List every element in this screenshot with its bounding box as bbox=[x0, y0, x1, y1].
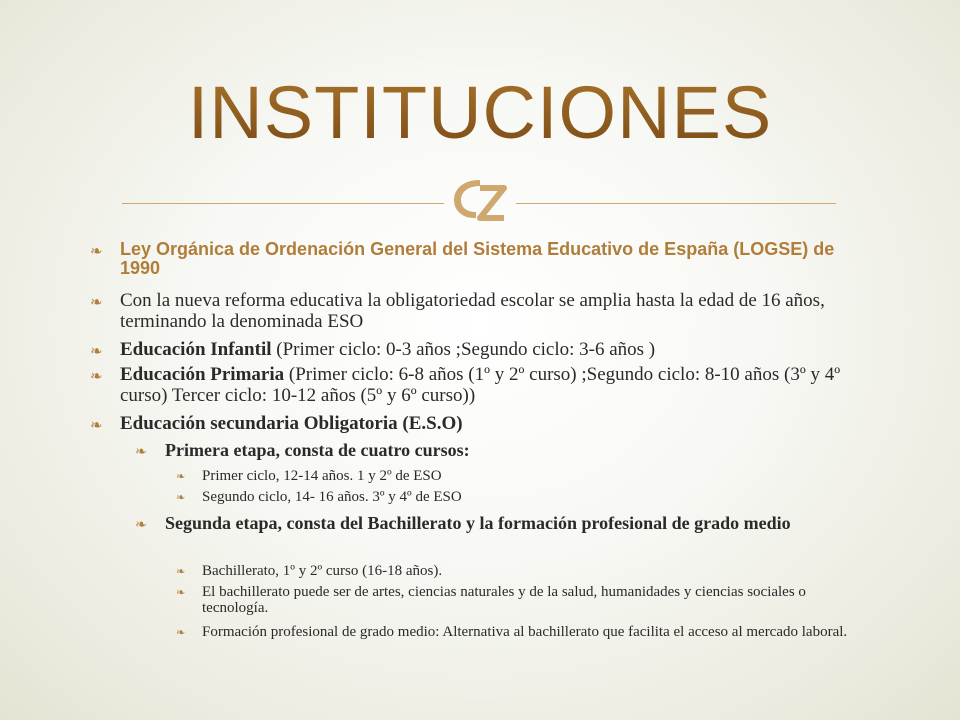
fancy-bullet-icon: ❧ bbox=[90, 416, 103, 434]
fancy-bullet-icon: ❧ bbox=[90, 293, 103, 311]
bullet-text bbox=[120, 414, 860, 435]
list-item bbox=[90, 240, 860, 279]
sub-sub-list-item bbox=[176, 468, 872, 484]
sub-item-text: Primera etapa, consta de cuatro cursos: bbox=[165, 440, 470, 460]
sub-list-item bbox=[135, 441, 865, 460]
bullet-text bbox=[120, 340, 860, 361]
fancy-bullet-icon: ❧ bbox=[90, 342, 103, 360]
fancy-bullet-icon: ❧ bbox=[176, 491, 186, 504]
fancy-bullet-icon: ❧ bbox=[176, 470, 186, 483]
bullet-bold-term: Educación secundaria Obligatoria (E.S.O) bbox=[120, 413, 463, 434]
fancy-bullet-icon: ❧ bbox=[176, 626, 186, 639]
list-item bbox=[90, 414, 860, 435]
sub-sub-item-text: Formación profesional de grado medio: Alternativa al bachillerato que facilita el acceso al mercado laboral. bbox=[202, 624, 848, 640]
sub-item-text: Segunda etapa, consta del Bachillerato y la formación profesional de grado medio bbox=[165, 513, 791, 533]
sub-sub-item-text: Segundo ciclo, 14- 16 años. 3º y 4º de ESO bbox=[202, 489, 462, 505]
bullet-bold-term: Educación Infantil bbox=[120, 339, 272, 360]
fancy-bullet-icon: ❧ bbox=[176, 586, 186, 599]
bullet-bold-term: Educación Primaria bbox=[120, 364, 285, 385]
fancy-bullet-icon: ❧ bbox=[135, 444, 147, 460]
list-item bbox=[90, 365, 860, 406]
bullet-text: Con la nueva reforma educativa la obligatoriedad escolar se amplia hasta la edad de 16 años, terminando la denominada ESO bbox=[120, 290, 825, 332]
slide-title: INSTITUCIONES bbox=[0, 70, 960, 155]
bullet-detail: (Primer ciclo: 6-8 años (1º y 2º curso) ;Segundo ciclo: 8-10 años (3º y 4º curso) Tercer ciclo: 10-12 años (5º y 6º curso)) bbox=[120, 364, 841, 406]
sub-sub-item-text: El bachillerato puede ser de artes, ciencias naturales y de la salud, humanidades y ciencias sociales o tecnología. bbox=[202, 584, 806, 617]
list-item bbox=[90, 291, 860, 332]
bullet-detail: (Primer ciclo: 0-3 años ;Segundo ciclo: 3-6 años ) bbox=[271, 339, 656, 360]
sub-list-item bbox=[135, 514, 865, 533]
fancy-bullet-icon: ❧ bbox=[176, 565, 186, 578]
sub-sub-list-item bbox=[176, 584, 872, 616]
bullet-text bbox=[120, 365, 860, 406]
sub-sub-item-text: Primer ciclo, 12-14 años. 1 y 2º de ESO bbox=[202, 468, 442, 484]
fancy-bullet-icon: ❧ bbox=[90, 242, 103, 260]
list-item bbox=[90, 340, 860, 361]
fancy-bullet-icon: ❧ bbox=[90, 367, 103, 385]
fancy-bullet-icon: ❧ bbox=[135, 517, 147, 533]
sub-sub-item-text: Bachillerato, 1º y 2º curso (16-18 años). bbox=[202, 563, 443, 579]
sub-sub-list-item bbox=[176, 489, 872, 505]
bullet-heading: Ley Orgánica de Ordenación General del Sistema Educativo de España (LOGSE) de 1990 bbox=[120, 239, 835, 279]
sub-sub-list-item bbox=[176, 563, 872, 579]
sub-sub-list-item bbox=[176, 624, 872, 640]
